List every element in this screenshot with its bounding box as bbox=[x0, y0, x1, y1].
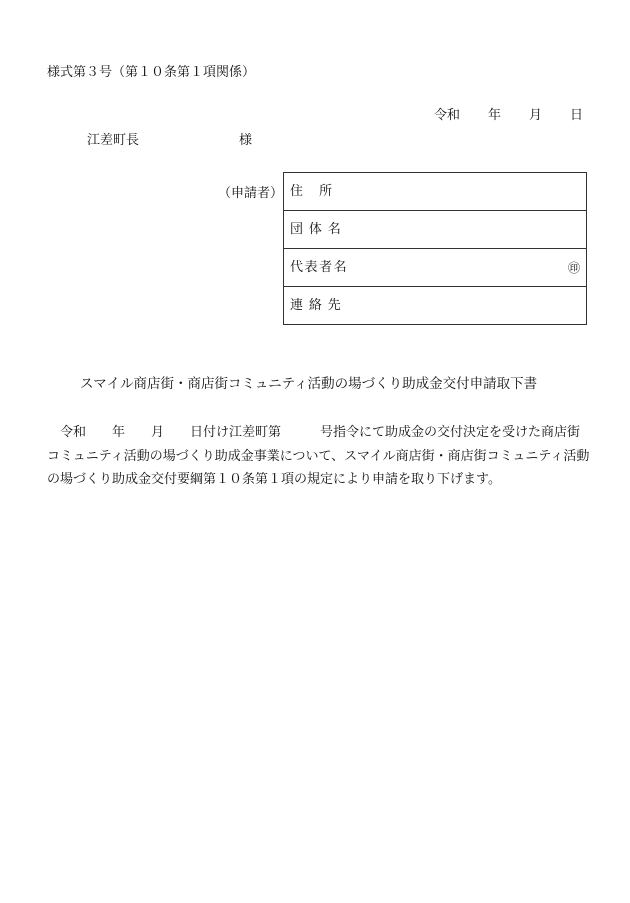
document-title: スマイル商店街・商店街コミュニティ活動の場づくり助成金交付申請取下書 bbox=[80, 376, 538, 392]
applicant-table bbox=[283, 172, 587, 325]
address-row[interactable] bbox=[284, 173, 586, 211]
address-label: 住 所 bbox=[290, 184, 334, 199]
addressee-honorific: 様 bbox=[239, 133, 253, 148]
representative-row[interactable] bbox=[284, 249, 586, 287]
form-number: 様式第３号（第１０条第１項関係） bbox=[47, 65, 256, 80]
date-year: 年 bbox=[487, 108, 501, 123]
representative-label: 代表者名 bbox=[290, 260, 349, 275]
date-era: 令和 bbox=[433, 108, 460, 123]
organization-label: 団体名 bbox=[290, 222, 347, 237]
contact-label: 連絡先 bbox=[290, 298, 347, 313]
addressee bbox=[87, 133, 252, 149]
addressee-title: 江差町長 bbox=[87, 133, 140, 148]
contact-row[interactable] bbox=[284, 287, 586, 325]
body-line: の場づくり助成金交付要綱第１０条第１項の規定により申請を取り下げます。 bbox=[47, 472, 501, 487]
organization-row[interactable] bbox=[284, 211, 586, 249]
applicant-label: （申請者） bbox=[218, 186, 284, 201]
date-line bbox=[434, 108, 583, 124]
body-line: コミュニティ活動の場づくり助成金事業について、スマイル商店街・商店街コミュニティ活動 bbox=[47, 448, 590, 464]
date-month: 月 bbox=[528, 108, 542, 123]
body-text bbox=[47, 421, 590, 492]
seal-mark: ㊞ bbox=[567, 261, 580, 275]
body-line: 令和 年 月 日付け江差町第 号指令にて助成金の交付決定を受けた商店街 bbox=[47, 425, 581, 440]
date-day: 日 bbox=[569, 108, 583, 123]
